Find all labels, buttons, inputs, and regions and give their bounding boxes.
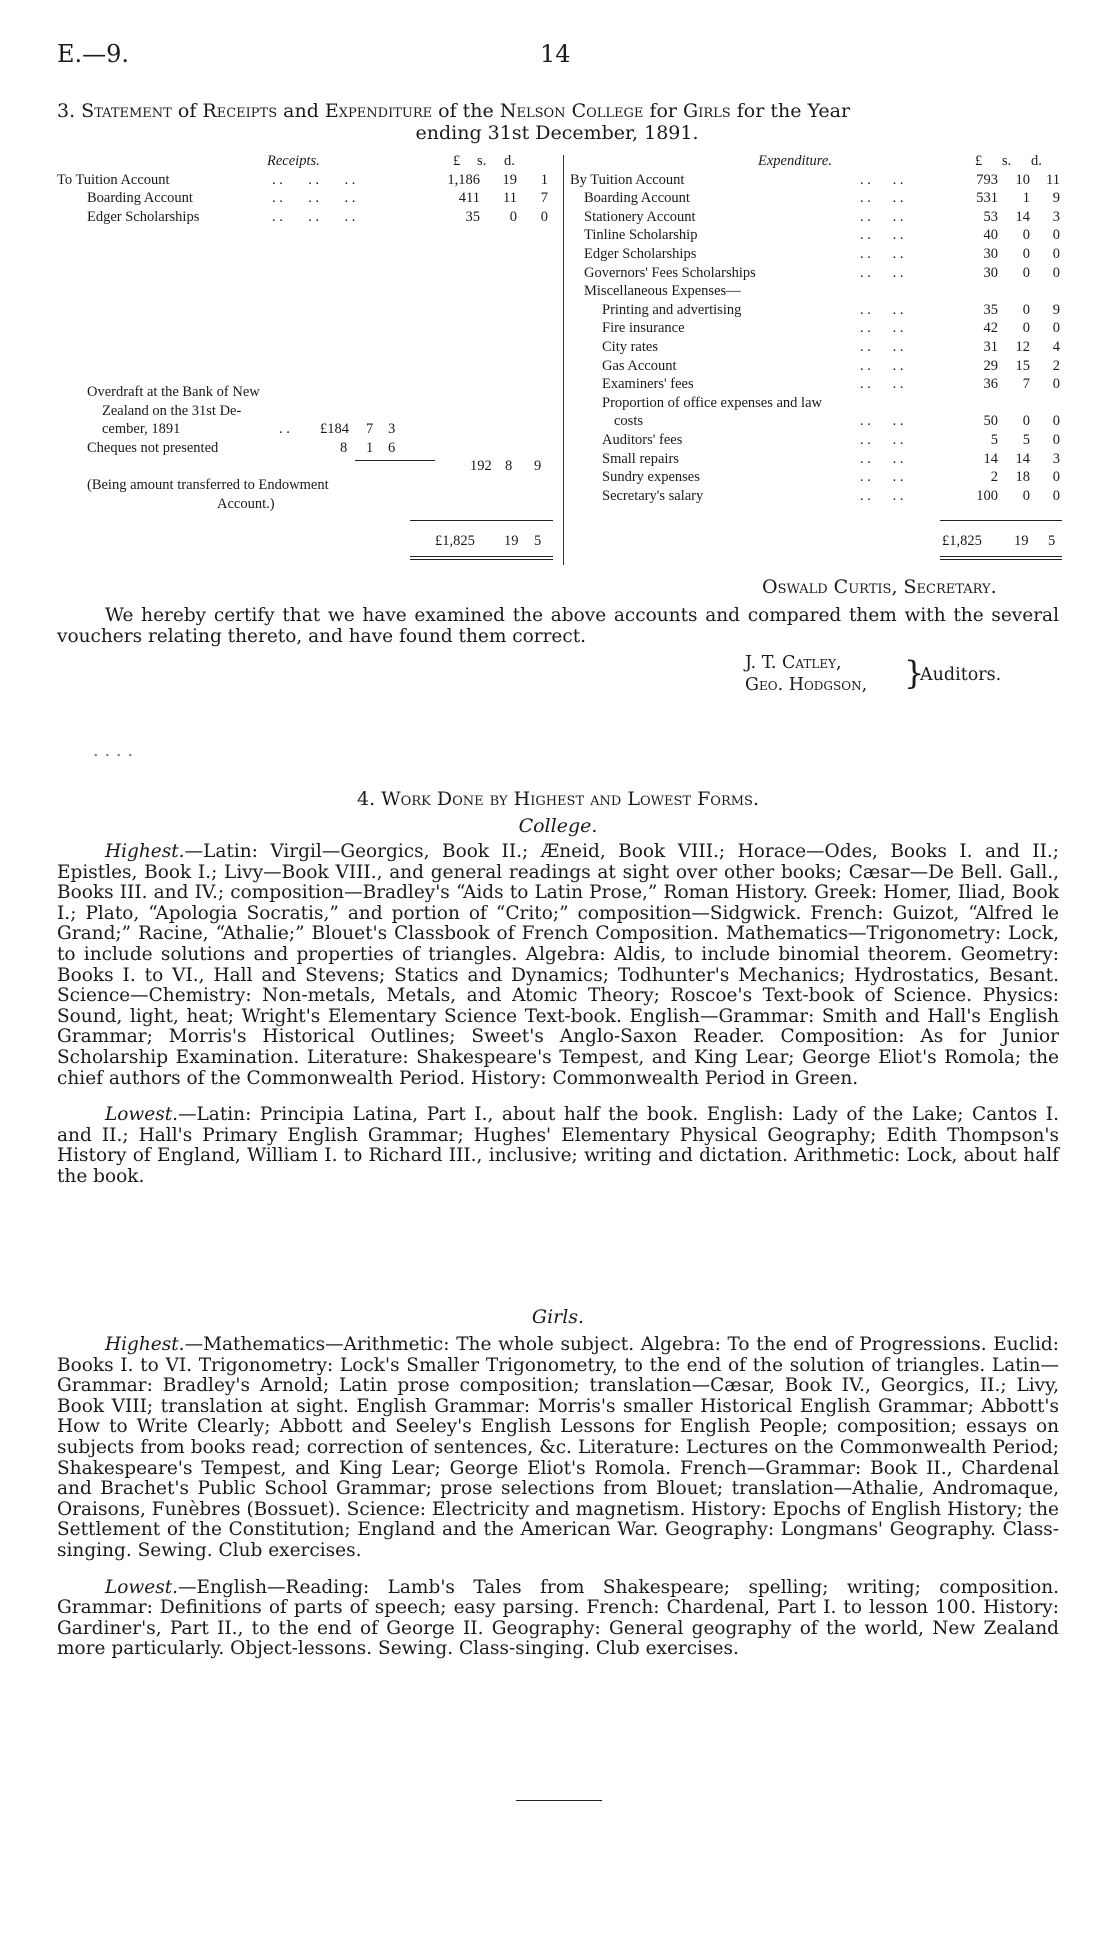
- expenditure-pence: 4: [1052, 338, 1060, 355]
- expenditure-pounds: 53: [983, 208, 998, 225]
- title-part: Statement: [81, 100, 172, 122]
- expenditure-row: [570, 487, 1070, 506]
- expenditure-shillings: 18: [1015, 469, 1030, 486]
- col-shillings: s.: [1002, 153, 1012, 169]
- total-rule-top: [410, 520, 553, 521]
- receipt-row: [57, 171, 557, 190]
- title-part: and: [277, 100, 325, 122]
- college-highest-lead: Highest.: [105, 841, 185, 862]
- expenditure-label: costs: [614, 413, 643, 430]
- girls-highest-paragraph: [57, 1335, 1059, 1562]
- col-pounds: £: [975, 153, 983, 169]
- expenditure-shillings: 12: [1015, 338, 1030, 355]
- expenditure-pence: 0: [1052, 320, 1060, 337]
- receipts-total-pounds: £1,825: [435, 533, 475, 549]
- receipts-total-shillings: 19: [504, 533, 519, 549]
- auditor-name: J. T. Catley,: [745, 653, 842, 673]
- expenditure-shillings: 1: [1022, 190, 1030, 207]
- expenditure-pence: 0: [1052, 245, 1060, 262]
- expenditure-section: [570, 152, 1070, 505]
- auditor-name: Geo. Hodgson,: [745, 675, 868, 695]
- receipts-section: [57, 152, 557, 226]
- statement-title: [57, 100, 1057, 122]
- receipts-heading: Receipts.: [267, 153, 320, 169]
- expenditure-row: [570, 282, 1070, 301]
- expenditure-leader-dots: . . . .: [860, 376, 904, 393]
- girls-highest-text: —Mathematics—Arithmetic: The whole subject. Algebra: To the end of Progressions. Euclid: Books I. to VI. Trigonometry: Lock's Smaller Trigonometry, to the end of the solution of triangles. Latin—Grammar: Bradley's Arnold; Latin prose composition; translation—Cæsar, Book IV., Georgics, II.; Livy, Book VIII; translation at sight. English Grammar: Morris's smaller Historical English Grammar; Abbott's How to Write Clearly; Abbott and Seeley's English Lessons for English People; composition; essays on subjects from books read; correction of sentences, &c. Literature: Lectures on the Commonwealth Period; Shakespeare's Tempest, and King Lear; George Eliot's Romola. French—Grammar: Book II., Chardenal and Brachet's Public School Grammar; prose selections from Blouet; translation—Athalie, Andromaque, Oraisons, Funèbres (Bossuet). Science: Electricity and magnetism. History: Epochs of English History; the Settlement of the Constitution; England and the American War. Geography: Longmans' Geography. Class-singing. Sewing. Club exercises.: [57, 1334, 1059, 1561]
- exp-total-rule-top: [940, 520, 1062, 521]
- expenditure-pounds: 35: [983, 301, 998, 318]
- expenditure-leader-dots: . . . .: [860, 190, 904, 207]
- girls-lowest-paragraph: [57, 1578, 1059, 1660]
- expenditure-label: Edger Scholarships: [584, 245, 697, 262]
- expenditure-leader-dots: . . . .: [860, 245, 904, 262]
- expenditure-pence: 3: [1052, 450, 1060, 467]
- expenditure-shillings: 0: [1022, 320, 1030, 337]
- statement-subtitle: ending 31st December, 1891.: [415, 122, 699, 144]
- college-lowest-lead: Lowest.: [105, 1104, 179, 1126]
- overdraft-block: [57, 383, 557, 513]
- expenditure-pounds: 29: [983, 357, 998, 374]
- expenditure-row: [570, 412, 1070, 431]
- secretary-signature: Oswald Curtis, Secretary.: [762, 576, 997, 598]
- overdraft-line: cember, 1891: [102, 421, 181, 438]
- expenditure-pence: 0: [1052, 413, 1060, 430]
- expenditure-pence: 0: [1052, 376, 1060, 393]
- expenditure-pounds: 793: [976, 171, 998, 188]
- expenditure-leader-dots: . . . .: [860, 469, 904, 486]
- col-shillings: s.: [477, 153, 487, 169]
- expenditure-shillings: 14: [1015, 208, 1030, 225]
- expenditure-row: [570, 450, 1070, 469]
- expenditure-total-pence: 5: [1048, 533, 1056, 549]
- expenditure-pounds: 100: [976, 487, 998, 504]
- expenditure-row: [570, 208, 1070, 227]
- column-divider: [563, 155, 564, 565]
- work-title: 4. Work Done by Highest and Lowest Forms.: [356, 788, 760, 810]
- overdraft-dots: . .: [279, 421, 290, 438]
- expenditure-leader-dots: . . . .: [860, 320, 904, 337]
- expenditure-label: Printing and advertising: [602, 301, 742, 318]
- expenditure-pounds: 42: [983, 320, 998, 337]
- expenditure-label: Proportion of office expenses and law: [602, 394, 822, 411]
- expenditure-label: Miscellaneous Expenses—: [584, 283, 741, 300]
- expenditure-row: [570, 375, 1070, 394]
- expenditure-shillings: 7: [1022, 376, 1030, 393]
- expenditure-label: Governors' Fees Scholarships: [584, 264, 756, 281]
- expenditure-label: Examiners' fees: [602, 376, 694, 393]
- expenditure-pounds: 36: [983, 376, 998, 393]
- expenditure-leader-dots: . . . .: [860, 208, 904, 225]
- expenditure-pence: 3: [1052, 208, 1060, 225]
- expenditure-pence: 0: [1052, 431, 1060, 448]
- net-pounds: 192: [470, 458, 492, 475]
- cheques-shillings: 1: [366, 439, 374, 456]
- college-highest-text: —Latin: Virgil—Georgics, Book II.; Æneid, Book VIII.; Horace—Odes, Books I. and II.; Epistles, Book I.; Livy—Book VIII., and general readings at sight over other books; Cæsar—De Bell. Gall., Books III. and IV.; composition—Bradley's “Aids to Latin Prose,” Roman History. Greek: Homer, Iliad, Book I.; Plato, “Apologia Socratis,” and portion of “Crito;” composition—Sidgwick. French: Guizot, “Alfred le Grand;” Racine, “Athalie;” Blouet's Classbook of French Composition. Mathematics—Trigonometry: Lock, to include solutions and properties of triangles. Algebra: Aldis, to include binomial theorem. Geometry: Books I. to VI., Hall and Stevens; Statics and Dynamics; Todhunter's Mechanics; Hydrostatics, Besant. Science—Chemistry: Non-metals, Metals, and Atomic Theory; Roscoe's Text-book of Science. Physics: Sound, light, heat; Wright's Elementary Science Text-book. English—Grammar: Smith and Hall's English Grammar; Morris's Historical Outlines; Sweet's Anglo-Saxon Reader. Composition: As for Junior Scholarship Examination. Literature: Shakespeare's Tempest, and King Lear; George Eliot's Romola; the chief authors of the Commonwealth Period. History: Commonwealth Period in Green.: [57, 841, 1059, 1089]
- expenditure-pounds: 50: [983, 413, 998, 430]
- separator-dots: . . . .: [93, 740, 134, 761]
- expenditure-row: [570, 468, 1070, 487]
- cheques-label: Cheques not presented: [87, 439, 219, 456]
- expenditure-leader-dots: . . . .: [860, 413, 904, 430]
- expenditure-label: By Tuition Account: [570, 171, 685, 188]
- expenditure-label: Small repairs: [602, 450, 679, 467]
- expenditure-total: [570, 532, 1070, 551]
- receipt-row: [57, 189, 557, 208]
- page-number: 14: [540, 40, 571, 68]
- expenditure-row: [570, 171, 1070, 190]
- expenditure-total-shillings: 19: [1014, 533, 1029, 549]
- expenditure-row: [570, 189, 1070, 208]
- title-part: for the Year: [730, 100, 851, 122]
- net-shillings: 8: [505, 458, 513, 475]
- expenditure-pence: 0: [1052, 469, 1060, 486]
- overdraft-shillings: 7: [366, 421, 374, 438]
- receipt-shillings: 19: [502, 171, 517, 188]
- certification-text: We hereby certify that we have examined the above accounts and compared them with the several vouchers relating thereto, and have found them correct.: [57, 605, 1059, 647]
- expenditure-pounds: 5: [990, 431, 998, 448]
- title-part: Nelson College: [499, 100, 644, 122]
- expenditure-pence: 9: [1052, 301, 1060, 318]
- expenditure-leader-dots: . . . .: [860, 264, 904, 281]
- expenditure-pence: 0: [1052, 264, 1060, 281]
- net-pence: 9: [534, 458, 542, 475]
- girls-highest-lead: Highest.: [105, 1334, 185, 1355]
- expenditure-pounds: 31: [983, 338, 998, 355]
- expenditure-pence: 0: [1052, 227, 1060, 244]
- expenditure-pounds: 30: [983, 245, 998, 262]
- total-rule-bottom2: [410, 559, 553, 560]
- girls-lowest-lead: Lowest.: [105, 1576, 179, 1598]
- expenditure-label: Stationery Account: [584, 208, 696, 225]
- expenditure-heading: Expenditure.: [758, 153, 832, 169]
- title-part: Receipts: [202, 100, 278, 122]
- expenditure-row: [570, 431, 1070, 450]
- expenditure-row: [570, 226, 1070, 245]
- title-part: Expenditure: [324, 100, 433, 122]
- receipt-pence: 1: [540, 171, 548, 188]
- expenditure-shillings: 0: [1022, 245, 1030, 262]
- col-pence: d.: [504, 153, 515, 169]
- title-part: Girls: [683, 100, 731, 122]
- receipt-label: Edger Scholarships: [87, 208, 200, 225]
- college-lowest-paragraph: [57, 1105, 1059, 1187]
- overdraft-pence: 3: [388, 421, 396, 438]
- subtotal-rule: [355, 460, 435, 461]
- exp-total-rule-bottom: [940, 556, 1062, 557]
- girls-lowest-text: —English—Reading: Lamb's Tales from Shakespeare; spelling; writing; composition. Grammar: Definitions of parts of speech; easy parsing. French: Chardenal, Part I. to lesson 100. History: Gardiner's, Part II., to the end of George II. Geography: General geography of the world, New Zealand more particularly. Object-lessons. Sewing. Class-singing. Club exercises.: [57, 1576, 1059, 1660]
- receipt-shillings: 0: [509, 208, 517, 225]
- expenditure-label: Secretary's salary: [602, 487, 704, 504]
- girls-section: [57, 1335, 1059, 1676]
- expenditure-row: [570, 264, 1070, 283]
- receipt-dots: . . . . . .: [272, 171, 356, 188]
- expenditure-leader-dots: . . . .: [860, 357, 904, 374]
- total-rule-bottom: [410, 556, 553, 557]
- expenditure-row: [570, 357, 1070, 376]
- receipt-label: Boarding Account: [87, 190, 193, 207]
- col-pounds: £: [453, 153, 461, 169]
- title-part: of the: [432, 100, 500, 122]
- expenditure-shillings: 0: [1022, 264, 1030, 281]
- end-rule: [516, 1800, 602, 1801]
- expenditure-label: Tinline Scholarship: [584, 227, 698, 244]
- expenditure-label: City rates: [602, 338, 658, 355]
- exp-total-rule-bottom2: [940, 559, 1062, 560]
- expenditure-label: Fire insurance: [602, 320, 685, 337]
- expenditure-pence: 2: [1052, 357, 1060, 374]
- receipt-dots: . . . . . .: [272, 190, 356, 207]
- receipt-dots: . . . . . .: [272, 208, 356, 225]
- expenditure-row: [570, 301, 1070, 320]
- expenditure-leader-dots: . . . .: [860, 338, 904, 355]
- college-heading: College.: [518, 815, 598, 837]
- expenditure-shillings: 0: [1022, 487, 1030, 504]
- cheques-pounds: 8: [340, 439, 348, 456]
- receipt-pence: 0: [540, 208, 548, 225]
- expenditure-leader-dots: . . . .: [860, 450, 904, 467]
- expenditure-shillings: 0: [1022, 227, 1030, 244]
- expenditure-pounds: 531: [976, 190, 998, 207]
- title-part: for: [643, 100, 684, 122]
- expenditure-total-pounds: £1,825: [942, 533, 982, 549]
- cheques-pence: 6: [388, 439, 396, 456]
- expenditure-label: Sundry expenses: [602, 469, 700, 486]
- expenditure-shillings: 10: [1015, 171, 1030, 188]
- expenditure-label: Auditors' fees: [602, 431, 683, 448]
- expenditure-row: [570, 394, 1070, 413]
- college-highest-paragraph: [57, 842, 1059, 1089]
- expenditure-pounds: 40: [983, 227, 998, 244]
- overdraft-pounds: £184: [320, 421, 349, 438]
- expenditure-row: [570, 245, 1070, 264]
- title-part: of: [171, 100, 203, 122]
- receipts-total-pence: 5: [534, 533, 542, 549]
- receipt-pounds: 1,186: [447, 171, 480, 188]
- expenditure-shillings: 0: [1022, 301, 1030, 318]
- expenditure-leader-dots: . . . .: [860, 487, 904, 504]
- expenditure-pence: 0: [1052, 487, 1060, 504]
- receipts-total: [57, 532, 557, 551]
- girls-heading: Girls.: [531, 1306, 585, 1328]
- receipt-label: To Tuition Account: [57, 171, 170, 188]
- expenditure-row: [570, 319, 1070, 338]
- expenditure-pence: 9: [1052, 190, 1060, 207]
- receipt-pounds: 35: [465, 208, 480, 225]
- overdraft-line: Zealand on the 31st De-: [102, 402, 242, 419]
- expenditure-pounds: 30: [983, 264, 998, 281]
- expenditure-leader-dots: . . . .: [860, 431, 904, 448]
- expenditure-shillings: 15: [1015, 357, 1030, 374]
- receipt-row: [57, 208, 557, 227]
- expenditure-leader-dots: . . . .: [860, 301, 904, 318]
- receipt-pence: 7: [540, 190, 548, 207]
- receipt-pounds: 411: [458, 190, 480, 207]
- page-ref: E.—9.: [57, 40, 130, 68]
- overdraft-line: Overdraft at the Bank of New: [87, 384, 260, 400]
- expenditure-pounds: 14: [983, 450, 998, 467]
- auditor-brace: }: [904, 654, 925, 692]
- expenditure-shillings: 0: [1022, 413, 1030, 430]
- col-pence: d.: [1031, 153, 1042, 169]
- expenditure-label: Gas Account: [602, 357, 677, 374]
- college-lowest-text: —Latin: Principia Latina, Part I., about half the book. English: Lady of the Lake; Cantos I. and II.; Hall's Primary English Grammar; Hughes' Elementary Physical Geography; Edith Thompson's History of England, William I. to Richard III., inclusive; writing and dictation. Arithmetic: Lock, about half the book.: [57, 1104, 1059, 1187]
- college-section: [57, 842, 1059, 1204]
- title-part: 3.: [57, 100, 82, 122]
- receipt-shillings: 11: [503, 190, 517, 207]
- expenditure-shillings: 5: [1022, 431, 1030, 448]
- auditors-label: Auditors.: [920, 665, 1002, 685]
- expenditure-leader-dots: . . . .: [860, 227, 904, 244]
- expenditure-label: Boarding Account: [584, 190, 690, 207]
- expenditure-row: [570, 338, 1070, 357]
- expenditure-leader-dots: . . . .: [860, 171, 904, 188]
- auditor-names: [745, 652, 867, 696]
- expenditure-pence: 11: [1046, 171, 1060, 188]
- transfer-note: (Being amount transferred to Endowment: [87, 476, 329, 493]
- expenditure-pounds: 2: [990, 469, 998, 486]
- expenditure-shillings: 14: [1015, 450, 1030, 467]
- transfer-note: Account.): [217, 495, 275, 512]
